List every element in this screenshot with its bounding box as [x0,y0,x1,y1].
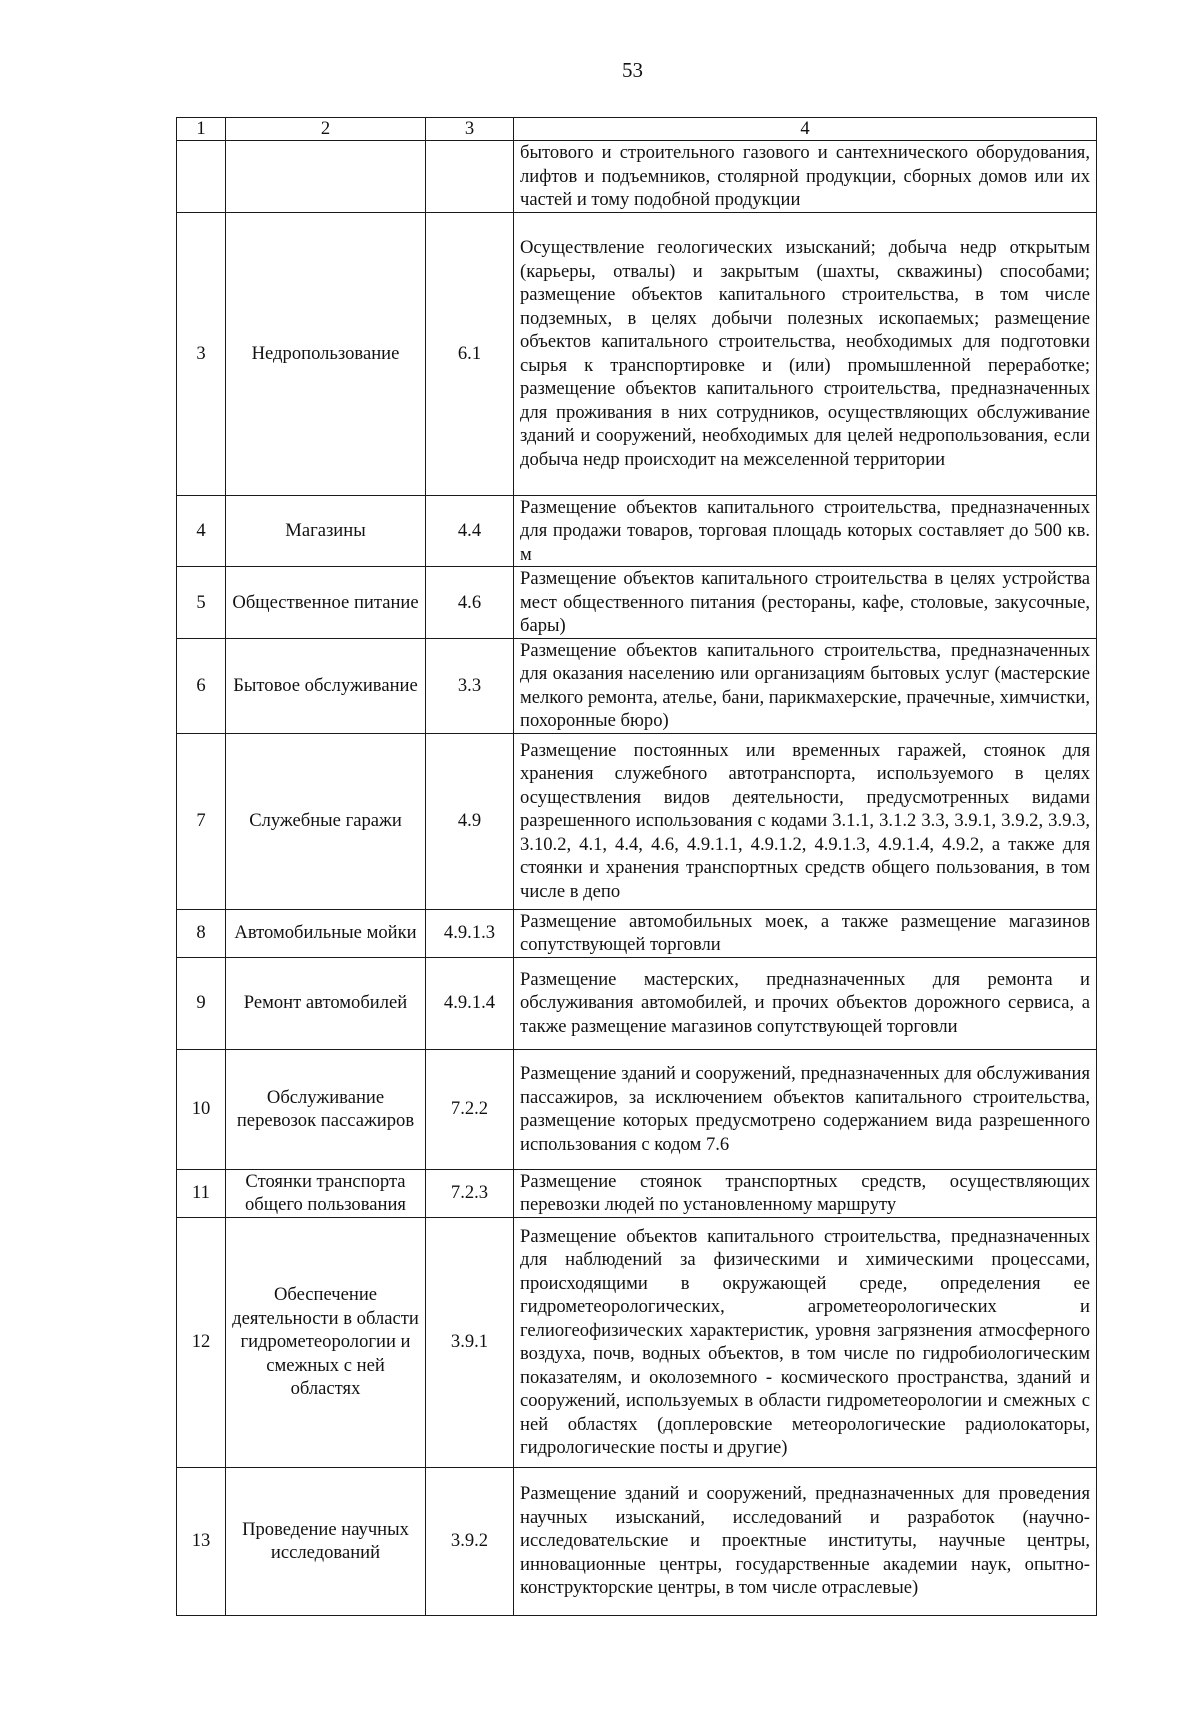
use-type-name: Проведение научных исследований [226,1467,426,1615]
use-type-name: Служебные гаражи [226,733,426,909]
row-number [177,141,226,213]
header-col-1: 1 [177,118,226,141]
table-row [177,567,1097,639]
table-row [177,957,1097,1049]
use-type-name: Обеспечение деятельности в области гидрометеорологии и смежных с ней областях [226,1217,426,1467]
header-col-3: 3 [426,118,514,141]
use-type-name: Стоянки транспорта общего пользования [226,1169,426,1217]
use-type-code: 7.2.2 [426,1049,514,1169]
table-row [177,1049,1097,1169]
use-type-description: Размещение объектов капитального строительства, предназначенных для оказания населению или организациям бытовых услуг (мастерские мелкого ремонта, ателье, бани, парикмахерские, прачечные, химчистки, похоронные бюро) [514,638,1097,733]
land-use-table [176,117,1097,1616]
table-row [177,1169,1097,1217]
table-row [177,212,1097,495]
use-type-description: бытового и строительного газового и сантехнического оборудования, лифтов и подъемников, столярной продукции, сборных домов или их частей и тому подобной продукции [514,141,1097,213]
header-col-2: 2 [226,118,426,141]
row-number: 7 [177,733,226,909]
use-type-description: Размещение мастерских, предназначенных для ремонта и обслуживания автомобилей, и прочих объектов дорожного сервиса, а также размещение магазинов сопутствующей торговли [514,957,1097,1049]
header-col-4: 4 [514,118,1097,141]
table-row [177,638,1097,733]
use-type-description: Размещение автомобильных моек, а также размещение магазинов сопутствующей торговли [514,909,1097,957]
row-number: 4 [177,495,226,567]
use-type-code: 4.4 [426,495,514,567]
row-number: 5 [177,567,226,639]
row-number: 9 [177,957,226,1049]
use-type-name [226,141,426,213]
table-row [177,141,1097,213]
table-row [177,909,1097,957]
row-number: 13 [177,1467,226,1615]
row-number: 11 [177,1169,226,1217]
use-type-description: Размещение объектов капитального строительства, предназначенных для продажи товаров, торговая площадь которых составляет до 500 кв. м [514,495,1097,567]
table-row [177,1217,1097,1467]
use-type-code: 3.9.2 [426,1467,514,1615]
table-row [177,495,1097,567]
table-header-row [177,118,1097,141]
use-type-name: Магазины [226,495,426,567]
use-type-code: 4.9 [426,733,514,909]
use-type-description: Размещение объектов капитального строительства, предназначенных для наблюдений за физическими и химическими процессами, происходящими в окружающей среде, определения ее гидрометеорологических, агрометеорологических и гелиогеофизических характеристик, уровня загрязнения атмосферного воздуха, почв, водных объектов, в том числе по гидробиологическим показателям, и околоземного - космического пространства, зданий и сооружений, используемых в области гидрометеорологии и смежных с ней областях (доплеровские метеорологические радиолокаторы, гидрологические посты и другие) [514,1217,1097,1467]
use-type-description: Размещение стоянок транспортных средств, осуществляющих перевозки людей по установленному маршруту [514,1169,1097,1217]
row-number: 8 [177,909,226,957]
use-type-code [426,141,514,213]
page-number: 53 [622,58,643,82]
use-type-code: 4.9.1.4 [426,957,514,1049]
use-type-code: 4.6 [426,567,514,639]
use-type-description: Осуществление геологических изысканий; добыча недр открытым (карьеры, отвалы) и закрытым (шахты, скважины) способами; размещение объектов капитального строительства, в том числе подземных, в целях добычи полезных ископаемых; размещение объектов капитального строительства, необходимых для подготовки сырья к транспортировке и (или) промышленной переработке; размещение объектов капитального строительства, предназначенных для проживания в них сотрудников, осуществляющих обслуживание зданий и сооружений, необходимых для целей недропользования, если добыча недр происходит на межселенной территории [514,212,1097,495]
row-number: 10 [177,1049,226,1169]
use-type-name: Недропользование [226,212,426,495]
use-type-name: Обслуживание перевозок пассажиров [226,1049,426,1169]
use-type-description: Размещение постоянных или временных гаражей, стоянок для хранения служебного автотранспорта, используемого в целях осуществления видов деятельности, предусмотренных видами разрешенного использования с кодами 3.1.1, 3.1.2 3.3, 3.9.1, 3.9.2, 3.9.3, 3.10.2, 4.1, 4.4, 4.6, 4.9.1.1, 4.9.1.2, 4.9.1.3, 4.9.1.4, 4.9.2, а также для стоянки и хранения транспортных средств общего пользования, в том числе в депо [514,733,1097,909]
table-row [177,1467,1097,1615]
use-type-code: 3.3 [426,638,514,733]
row-number: 3 [177,212,226,495]
use-type-name: Бытовое обслуживание [226,638,426,733]
use-type-name: Ремонт автомобилей [226,957,426,1049]
row-number: 12 [177,1217,226,1467]
use-type-code: 6.1 [426,212,514,495]
table-row [177,733,1097,909]
use-type-name: Общественное питание [226,567,426,639]
row-number: 6 [177,638,226,733]
use-type-name: Автомобильные мойки [226,909,426,957]
use-type-code: 7.2.3 [426,1169,514,1217]
use-type-description: Размещение зданий и сооружений, предназначенных для проведения научных изысканий, исследований и разработок (научно-исследовательские и проектные институты, научные центры, инновационные центры, государственные академии наук, опытно-конструкторские центры, в том числе отраслевые) [514,1467,1097,1615]
use-type-description: Размещение зданий и сооружений, предназначенных для обслуживания пассажиров, за исключением объектов капитального строительства, размещение которых предусмотрено содержанием вида разрешенного использования с кодом 7.6 [514,1049,1097,1169]
use-type-description: Размещение объектов капитального строительства в целях устройства мест общественного питания (рестораны, кафе, столовые, закусочные, бары) [514,567,1097,639]
use-type-code: 3.9.1 [426,1217,514,1467]
use-type-code: 4.9.1.3 [426,909,514,957]
